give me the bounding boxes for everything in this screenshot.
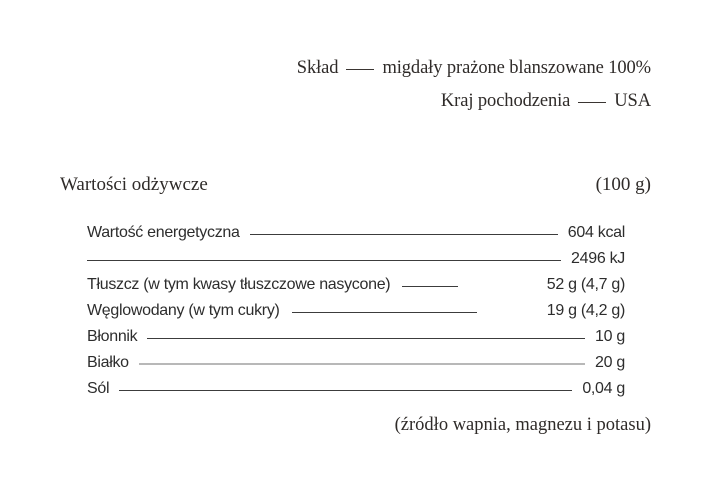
nutrition-title: Wartości odżywcze — [60, 174, 208, 195]
table-row-energy-kcal — [87, 220, 625, 246]
leader-line — [402, 286, 458, 287]
leader-line — [147, 338, 585, 339]
leader-line — [119, 390, 572, 391]
separator-dash — [578, 102, 606, 103]
row-value: 0,04 g — [582, 380, 625, 397]
row-value: 19 g (4,2 g) — [546, 302, 625, 319]
table-row-carbohydrates — [87, 298, 625, 324]
table-row-salt — [87, 376, 625, 402]
footnote: (źródło wapnia, magnezu i potasu) — [394, 415, 651, 435]
separator-dash — [346, 69, 374, 70]
nutrition-portion: (100 g) — [595, 174, 651, 195]
row-value: 52 g (4,7 g) — [546, 276, 625, 293]
origin-line — [441, 91, 651, 112]
row-label: Sól — [87, 380, 110, 397]
table-row-energy-kj — [87, 246, 625, 272]
origin-label: Kraj pochodzenia — [440, 91, 571, 111]
table-row-fat — [87, 272, 625, 298]
leader-line — [292, 312, 477, 313]
ingredients-line — [297, 58, 651, 79]
row-value: 10 g — [595, 328, 625, 345]
row-label: Błonnik — [87, 328, 138, 345]
ingredients-value: migdały prażone blanszowane 100% — [382, 58, 651, 78]
leader-line — [250, 234, 558, 235]
nutrition-table — [87, 220, 625, 402]
row-label: Tłuszcz (w tym kwasy tłuszczowe nasycone) — [87, 276, 391, 293]
table-row-fiber — [87, 324, 625, 350]
nutrition-header — [60, 174, 651, 196]
row-value: 20 g — [595, 354, 625, 371]
origin-value: USA — [614, 91, 651, 111]
row-value: 2496 kJ — [571, 250, 625, 267]
row-value: 604 kcal — [567, 224, 625, 241]
row-label: Wartość energetyczna — [87, 224, 240, 241]
row-label: Węglowodany (w tym cukry) — [87, 302, 280, 319]
row-label: Białko — [87, 354, 129, 371]
table-row-protein — [87, 350, 625, 376]
leader-line — [139, 363, 585, 365]
leader-line — [87, 260, 561, 261]
ingredients-label: Skład — [296, 58, 339, 78]
